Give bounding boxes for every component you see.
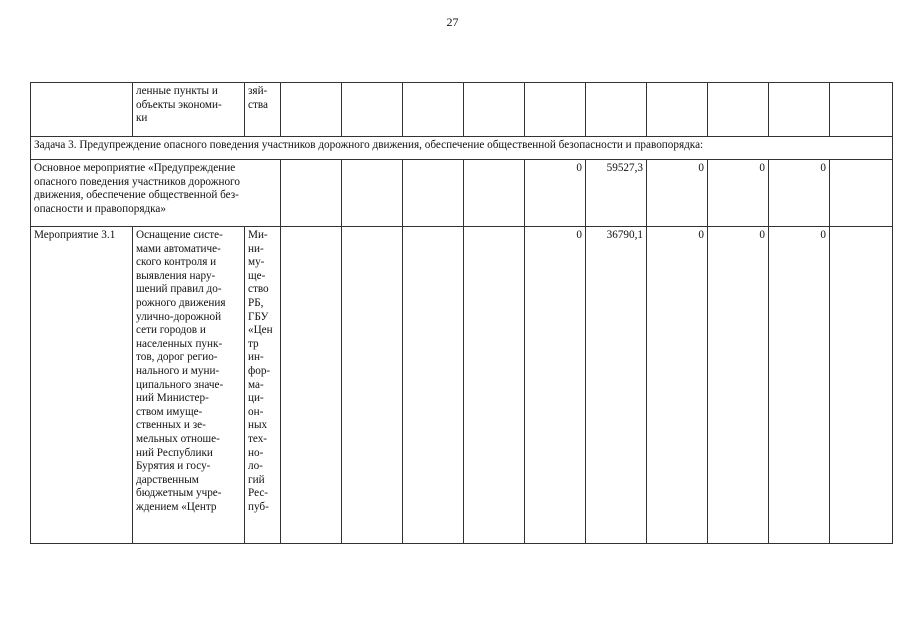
value-cell: 0 bbox=[647, 227, 708, 544]
value-cell: 0 bbox=[525, 227, 586, 544]
task-heading: Задача 3. Предупреждение опасного поведения участников дорожного движения, обеспечение общественной безопасности и правопорядка: bbox=[31, 137, 893, 160]
value-cell: 0 bbox=[769, 227, 830, 544]
table-cell bbox=[403, 83, 464, 137]
page-number: 27 bbox=[446, 15, 459, 29]
table-cell bbox=[281, 83, 342, 137]
table-cell bbox=[586, 83, 647, 137]
table-cell bbox=[464, 83, 525, 137]
table-cell bbox=[830, 83, 893, 137]
measure-name: Оснащение систе- мами автоматиче- ского контроля и выявления нару- шений правил до- рожного движения улично-дорожной сети городов и населенных пунк- тов, дорог регио- нального и муни- ципального значе- ний Министер- ством имуще- ственных и зе- мельных отноше- ний Республики Бурятия и госу- дарственным бюджетным учре- ждением «Центр bbox=[133, 227, 245, 544]
table-cell bbox=[647, 83, 708, 137]
table-cell bbox=[342, 83, 403, 137]
main-measure-label: Основное мероприятие «Предупреждение опасного поведения участников дорожного движения, обеспечение общественной без-опасности и правопорядка» bbox=[31, 160, 281, 227]
table-row-task3 bbox=[31, 137, 893, 160]
program-table bbox=[30, 82, 893, 544]
table-row-main-measure bbox=[31, 160, 893, 227]
value-cell bbox=[281, 227, 342, 544]
value-cell bbox=[281, 160, 342, 227]
value-cell: 0 bbox=[647, 160, 708, 227]
measure-label: Мероприятие 3.1 bbox=[31, 227, 133, 544]
table-cell bbox=[708, 83, 769, 137]
value-cell bbox=[342, 160, 403, 227]
table-row-continuation bbox=[31, 83, 893, 137]
table-cell-label bbox=[31, 83, 133, 137]
value-cell: 59527,3 bbox=[586, 160, 647, 227]
table-cell-executor: зяй- ства bbox=[245, 83, 281, 137]
value-cell bbox=[464, 227, 525, 544]
table-cell bbox=[525, 83, 586, 137]
value-cell: 0 bbox=[708, 227, 769, 544]
value-cell bbox=[342, 227, 403, 544]
value-cell bbox=[830, 227, 893, 544]
table-cell bbox=[769, 83, 830, 137]
table-cell-name: ленные пункты и объекты экономи- ки bbox=[133, 83, 245, 137]
value-cell bbox=[403, 160, 464, 227]
value-cell: 0 bbox=[525, 160, 586, 227]
value-cell bbox=[830, 160, 893, 227]
value-cell: 36790,1 bbox=[586, 227, 647, 544]
measure-executor: Ми- ни- му- ще- ство РБ, ГБУ «Цен тр ин- фор- ма- ци- он- ных тех- но- ло- гий Рес- пуб- bbox=[245, 227, 281, 544]
value-cell: 0 bbox=[769, 160, 830, 227]
value-cell: 0 bbox=[708, 160, 769, 227]
value-cell bbox=[464, 160, 525, 227]
table-row-measure-3-1 bbox=[31, 227, 893, 544]
value-cell bbox=[403, 227, 464, 544]
